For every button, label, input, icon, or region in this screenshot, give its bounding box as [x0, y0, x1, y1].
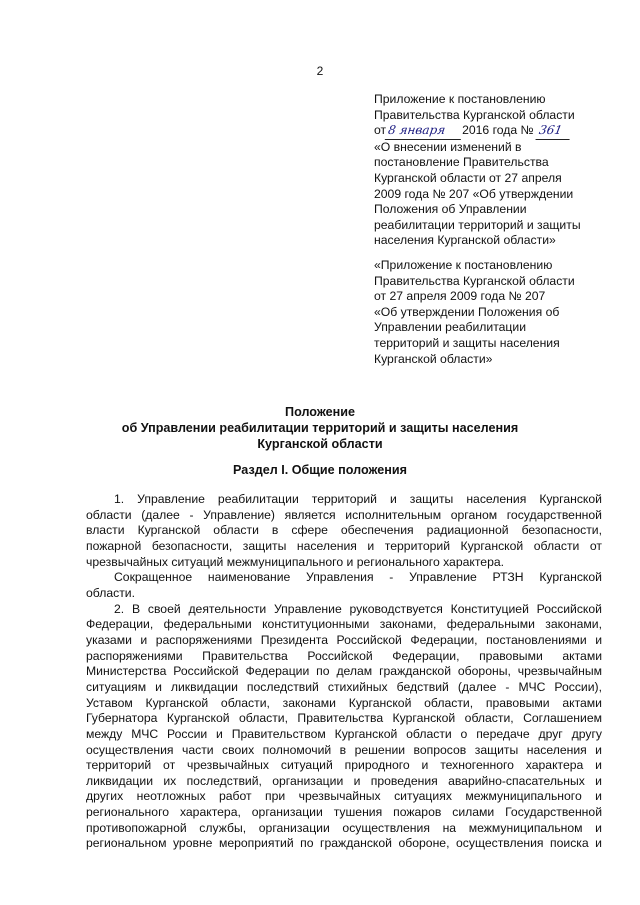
body-text — [86, 492, 602, 852]
title-line: Положение — [285, 405, 355, 419]
text-line: Федерации, федеральными конституционными законами, федеральными законами, — [86, 617, 602, 632]
appendix-line: Правительства Курганской области — [374, 273, 575, 288]
appendix-header-original — [374, 258, 606, 367]
text-line: территорий от чрезвычайных ситуаций природного и техногенного характера и — [86, 758, 602, 773]
appendix-line: территорий и защиты населения — [374, 335, 560, 350]
text-line: противопожарной службы, организации осуществления на межмуниципальном и — [86, 820, 602, 835]
text-line: области (далее - Управление) является исполнительным органом государственной — [86, 507, 602, 522]
text-line: области. — [86, 585, 135, 600]
text-line: Губернатора Курганской области, Правительства Курганской области, Соглашением — [86, 711, 602, 726]
text-line: чрезвычайных ситуаций межмуниципального и регионального характера. — [86, 554, 505, 569]
section-heading: Раздел I. Общие положения — [233, 463, 407, 477]
document-title — [90, 404, 550, 452]
text-line: 2. В своей деятельности Управление руководствуется Конституцией Российской — [114, 601, 602, 616]
year-text: 2016 года № — [462, 123, 534, 138]
page-number: 2 — [316, 64, 324, 78]
text-line: пожарной безопасности, защиты населения и территорий Курганской области от — [86, 538, 602, 553]
appendix-line: Приложение к постановлению — [374, 92, 546, 106]
appendix-line: «О внесении изменений в — [374, 139, 522, 154]
text-line: Сокращенное наименование Управления - Управление РТЗН Курганской — [114, 570, 602, 585]
text-line: между МЧС России и Правительством Курганской области о передаче друг другу — [86, 726, 602, 741]
appendix-line: постановление Правительства — [374, 155, 549, 170]
paragraph — [86, 602, 602, 853]
appendix-line: от 27 апреля 2009 года № 207 — [374, 289, 546, 304]
text-line: 1. Управление реабилитации территорий и защиты населения Курганской — [114, 492, 602, 506]
appendix-line: «Приложение к постановлению — [374, 258, 553, 272]
paragraph — [86, 570, 602, 601]
appendix-line: Курганской области от 27 апреля — [374, 170, 562, 185]
text-line: Министерства Российской Федерации по делам гражданской обороны, чрезвычайным — [86, 664, 602, 679]
text-line: власти Курганской области в сфере обеспечения радиационной безопасности, — [86, 523, 602, 538]
text-line: ситуациям и ликвидации последствий стихийных бедствий (далее - МЧС России), — [86, 679, 602, 694]
text-line: осуществления части своих полномочий в решении вопросов защиты населения и — [86, 742, 602, 757]
paragraph — [86, 492, 602, 570]
text-line: Уставом Курганской области, законами Курганской области, правовыми актами — [86, 695, 602, 710]
title-line: Курганской области — [257, 437, 383, 451]
text-line: ликвидации их последствий, организации и проведения аварийно-спасательных и — [86, 773, 602, 788]
handwritten-number: 361 — [536, 123, 573, 140]
appendix-line: Управлении реабилитации — [374, 320, 527, 335]
date-prefix: от — [374, 123, 387, 138]
appendix-line: населения Курганской области» — [374, 233, 556, 248]
text-line: указами и распоряжениями Президента Российской Федерации, постановлениями и — [86, 632, 602, 647]
appendix-line: Курганской области» — [374, 351, 493, 366]
text-line: других неотложных работ при чрезвычайных ситуациях межмуниципального и — [86, 789, 602, 804]
text-line: распоряжениями Правительства Российской Федерации, правовыми актами — [86, 648, 602, 663]
appendix-header-amendment — [374, 92, 606, 249]
appendix-line: реабилитации территорий и защиты — [374, 217, 581, 232]
text-line: региональном уровне мероприятий по гражданской обороне, осуществления поиска и — [86, 836, 602, 851]
handwritten-date: 8 января — [385, 123, 463, 140]
appendix-line: «Об утверждении Положения об — [374, 304, 560, 319]
appendix-line: Правительства Курганской области — [374, 107, 575, 122]
title-line: об Управлении реабилитации территорий и защиты населения — [121, 421, 519, 435]
text-line: регионального характера, организации тушения пожаров силами Государственной — [86, 805, 602, 820]
appendix-line: Положения об Управлении — [374, 202, 527, 217]
appendix-line: 2009 года № 207 «Об утверждении — [374, 186, 574, 201]
appendix-date-line — [374, 123, 606, 140]
